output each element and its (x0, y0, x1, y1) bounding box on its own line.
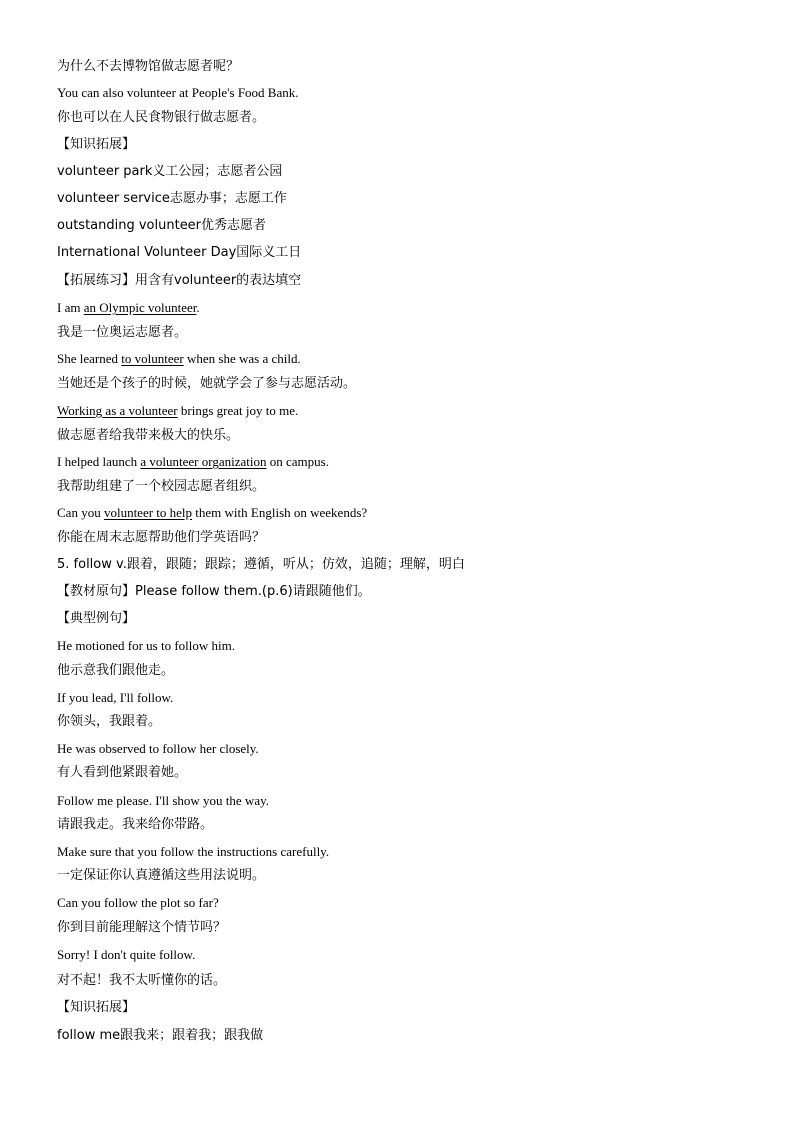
exercise-sentence (57, 504, 367, 522)
sentence-text: . (196, 300, 200, 315)
text-line: 你能在周末志愿帮助他们学英语吗？ (57, 530, 266, 545)
text-line: follow me跟我来；跟着我；跟我做 (57, 1028, 264, 1043)
text-line: 有人看到他紧跟着她。 (57, 765, 188, 780)
exercise-sentence (57, 299, 200, 317)
text-line: volunteer service志愿办事；志愿工作 (57, 191, 287, 206)
sentence-text: I helped launch (57, 454, 141, 469)
sentence-text: I am (57, 300, 84, 315)
text-line: 他示意我们跟他走。 (57, 663, 175, 678)
text-line: He motioned for us to follow him. (57, 638, 236, 653)
text-line: You can also volunteer at People's Food Bank. (57, 85, 299, 100)
text-line: International Volunteer Day国际义工日 (57, 245, 302, 260)
text-line: 你到目前能理解这个情节吗？ (57, 920, 227, 935)
text-line: 【教材原句】Please follow them.(p.6)请跟随他们。 (57, 584, 371, 599)
answer-blank: volunteer to help (103, 505, 193, 520)
text-line: 对不起！我不太听懂你的话。 (57, 973, 227, 988)
text-line: If you lead, I'll follow. (57, 690, 174, 705)
text-line: 当她还是个孩子的时候，她就学会了参与志愿活动。 (57, 376, 357, 391)
answer-blank: an Olympic volunteer (83, 300, 197, 315)
text-line: 我帮助组建了一个校园志愿者组织。 (57, 479, 266, 494)
answer-blank: Working as a volunteer (57, 403, 178, 418)
sentence-text: them with English on weekends? (192, 505, 368, 520)
text-line: Follow me please. I'll show you the way. (57, 793, 269, 808)
section-heading: 【拓展练习】用含有volunteer的表达填空 (57, 273, 302, 288)
text-line: 为什么不去博物馆做志愿者呢？ (57, 59, 240, 74)
exercise-sentence (57, 402, 298, 420)
text-line: Make sure that you follow the instructions carefully. (57, 844, 330, 859)
text-line: Can you follow the plot so far? (57, 895, 219, 910)
sentence-text: when she was a child. (183, 351, 301, 366)
vocab-entry: 5. follow v.跟着，跟随；跟踪；遵循，听从；仿效，追随；理解，明白 (57, 557, 465, 572)
text-line: 我是一位奥运志愿者。 (57, 325, 188, 340)
text-line: 你也可以在人民食物银行做志愿者。 (57, 110, 266, 125)
text-line: volunteer park义工公园；志愿者公园 (57, 164, 283, 179)
text-line: 做志愿者给我带来极大的快乐。 (57, 428, 240, 443)
exercise-sentence (57, 350, 301, 368)
text-line: Sorry! I don't quite follow. (57, 947, 196, 962)
answer-blank: to volunteer (121, 351, 184, 366)
text-line: outstanding volunteer优秀志愿者 (57, 218, 267, 233)
sentence-text: Can you (57, 505, 104, 520)
sentence-text: brings great joy to me. (177, 403, 299, 418)
section-heading: 【典型例句】 (57, 611, 136, 626)
sentence-text: on campus. (266, 454, 329, 469)
exercise-sentence (57, 453, 329, 471)
text-line: 请跟我走。我来给你带路。 (57, 817, 214, 832)
answer-blank: a volunteer organization (140, 454, 267, 469)
text-line: 你领头，我跟着。 (57, 714, 162, 729)
section-heading: 【知识拓展】 (57, 137, 136, 152)
text-line: He was observed to follow her closely. (57, 741, 259, 756)
section-heading: 【知识拓展】 (57, 1000, 136, 1015)
sentence-text: She learned (57, 351, 122, 366)
text-line: 一定保证你认真遵循这些用法说明。 (57, 868, 266, 883)
